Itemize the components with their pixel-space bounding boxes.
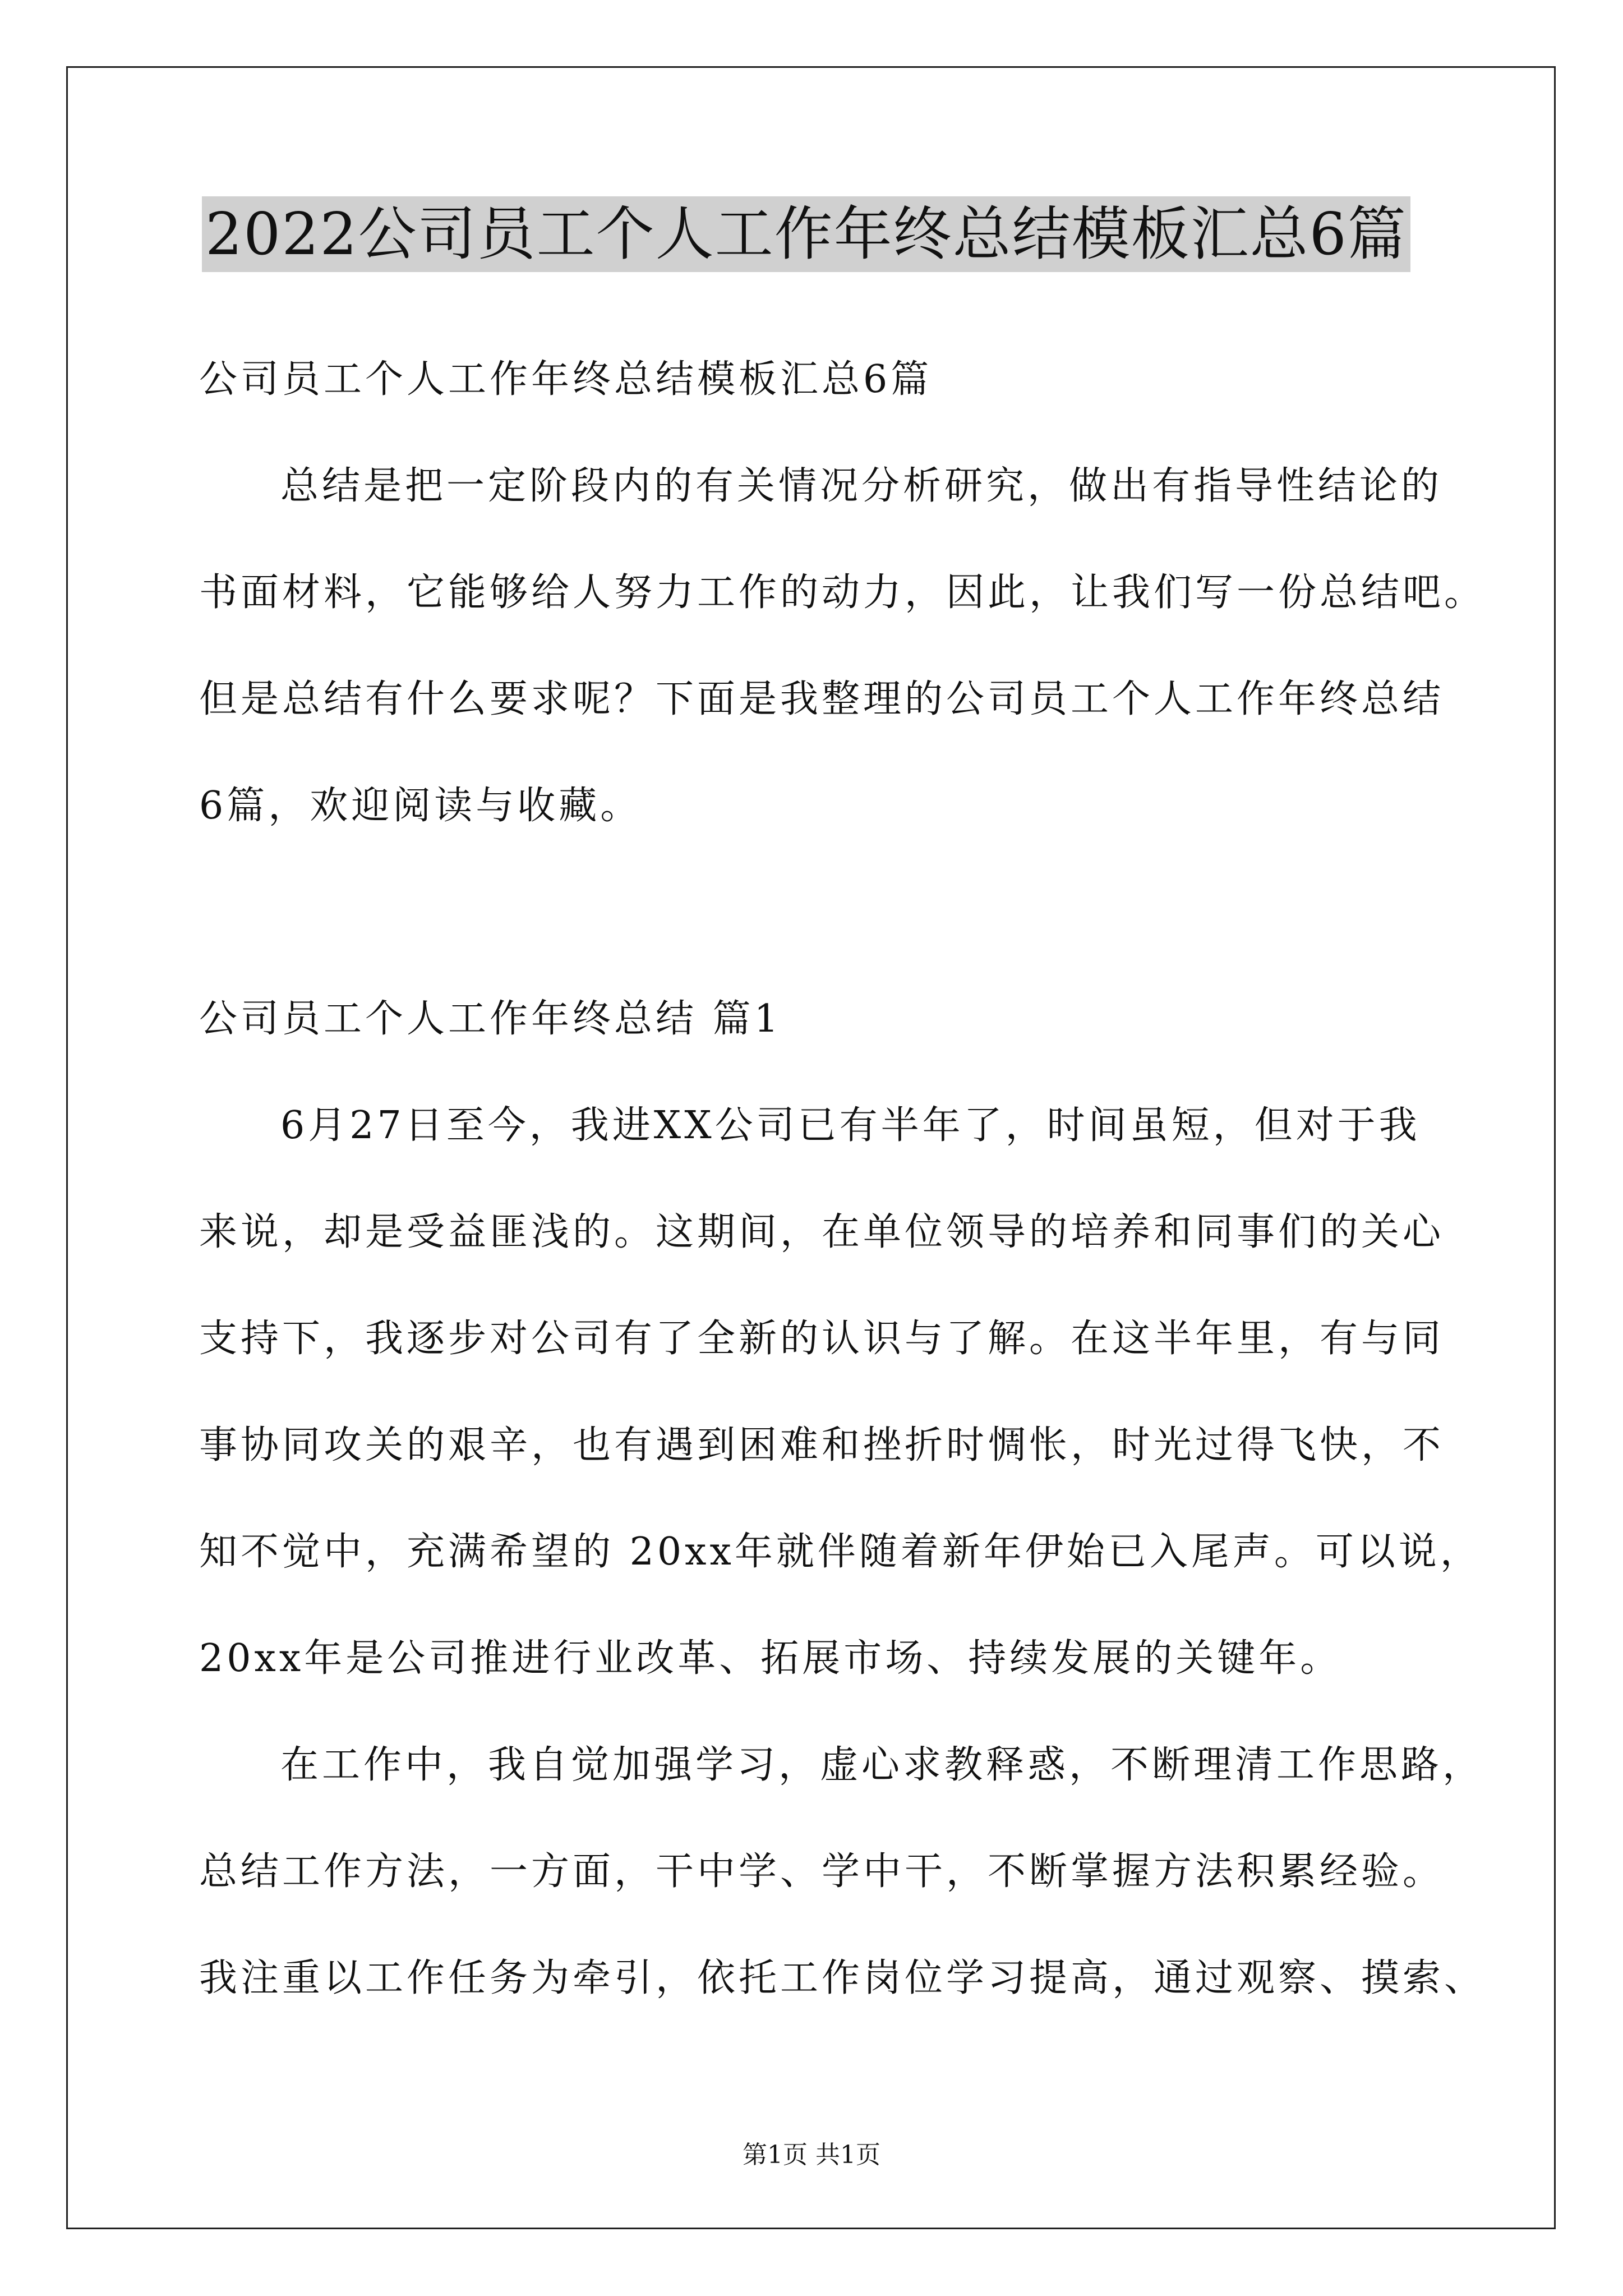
para2-line-3: 我注重以工作任务为牵引，依托工作岗位学习提高，通过观察、摸索、 [199,1956,1486,2000]
section-heading: 公司员工个人工作年终总结 篇1 [199,997,782,1041]
para1-line-4: 事协同攻关的艰辛，也有遇到困难和挫折时惆怅，时光过得飞快，不 [199,1423,1445,1467]
intro-line-3: 但是总结有什么要求呢？下面是我整理的公司员工个人工作年终总结 [199,677,1445,721]
document-subtitle: 公司员工个人工作年终总结模板汇总6篇 [199,357,933,402]
document-title: 2022公司员工个人工作年终总结模板汇总6篇 [202,196,1410,272]
para1-line-1: 6月27日至今，我进XX公司已有半年了，时间虽短，但对于我 [280,1103,1421,1148]
intro-line-2: 书面材料，它能够给人努力工作的动力，因此，让我们写一份总结吧。 [199,570,1486,615]
para1-line-2: 来说，却是受益匪浅的。这期间，在单位领导的培养和同事们的关心 [199,1210,1445,1254]
page-number-footer: 第1页 共1页 [743,2141,880,2169]
para1-line-5: 知不觉中，充满希望的 20xx年就伴随着新年伊始已入尾声。可以说， [199,1530,1482,1574]
para2-line-1: 在工作中，我自觉加强学习，虚心求教释惑，不断理清工作思路， [280,1743,1484,1787]
intro-line-1: 总结是把一定阶段内的有关情况分析研究，做出有指导性结论的 [280,464,1443,508]
para1-line-6: 20xx年是公司推进行业改革、拓展市场、持续发展的关键年。 [199,1636,1342,1681]
intro-line-4: 6篇，欢迎阅读与收藏。 [199,784,642,828]
para2-line-2: 总结工作方法，一方面，干中学、学中干，不断掌握方法积累经验。 [199,1849,1445,1894]
para1-line-3: 支持下，我逐步对公司有了全新的认识与了解。在这半年里，有与同 [199,1317,1445,1361]
